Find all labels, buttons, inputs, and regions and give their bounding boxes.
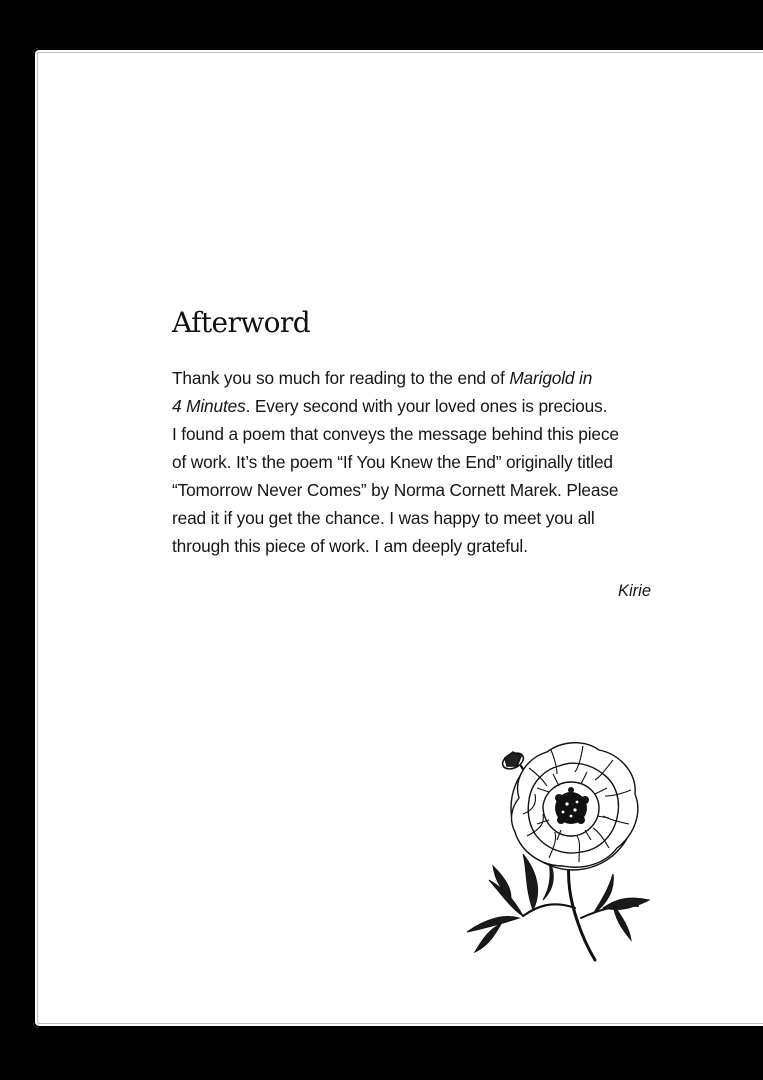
author-signature: Kirie (617, 582, 651, 600)
text-line: read it if you get the chance. I was happy to meet you all (172, 508, 595, 528)
text-line: through this piece of work. I am deeply grateful. (172, 536, 528, 556)
text-line: I found a poem that conveys the message behind this piece (172, 424, 619, 444)
page-title: Afterword (172, 306, 311, 339)
text-line: 4 Minutes. Every second with your loved ones is precious. (172, 396, 608, 416)
text-line: of work. It’s the poem “If You Knew the End” originally titled (172, 452, 613, 472)
marigold-flower-icon (453, 728, 653, 968)
text-line: “Tomorrow Never Comes” by Norma Cornett Marek. Please (172, 480, 619, 500)
text-line: Thank you so much for reading to the end of Marigold in (172, 368, 593, 388)
afterword-body (172, 364, 672, 560)
book-page (33, 48, 763, 1028)
